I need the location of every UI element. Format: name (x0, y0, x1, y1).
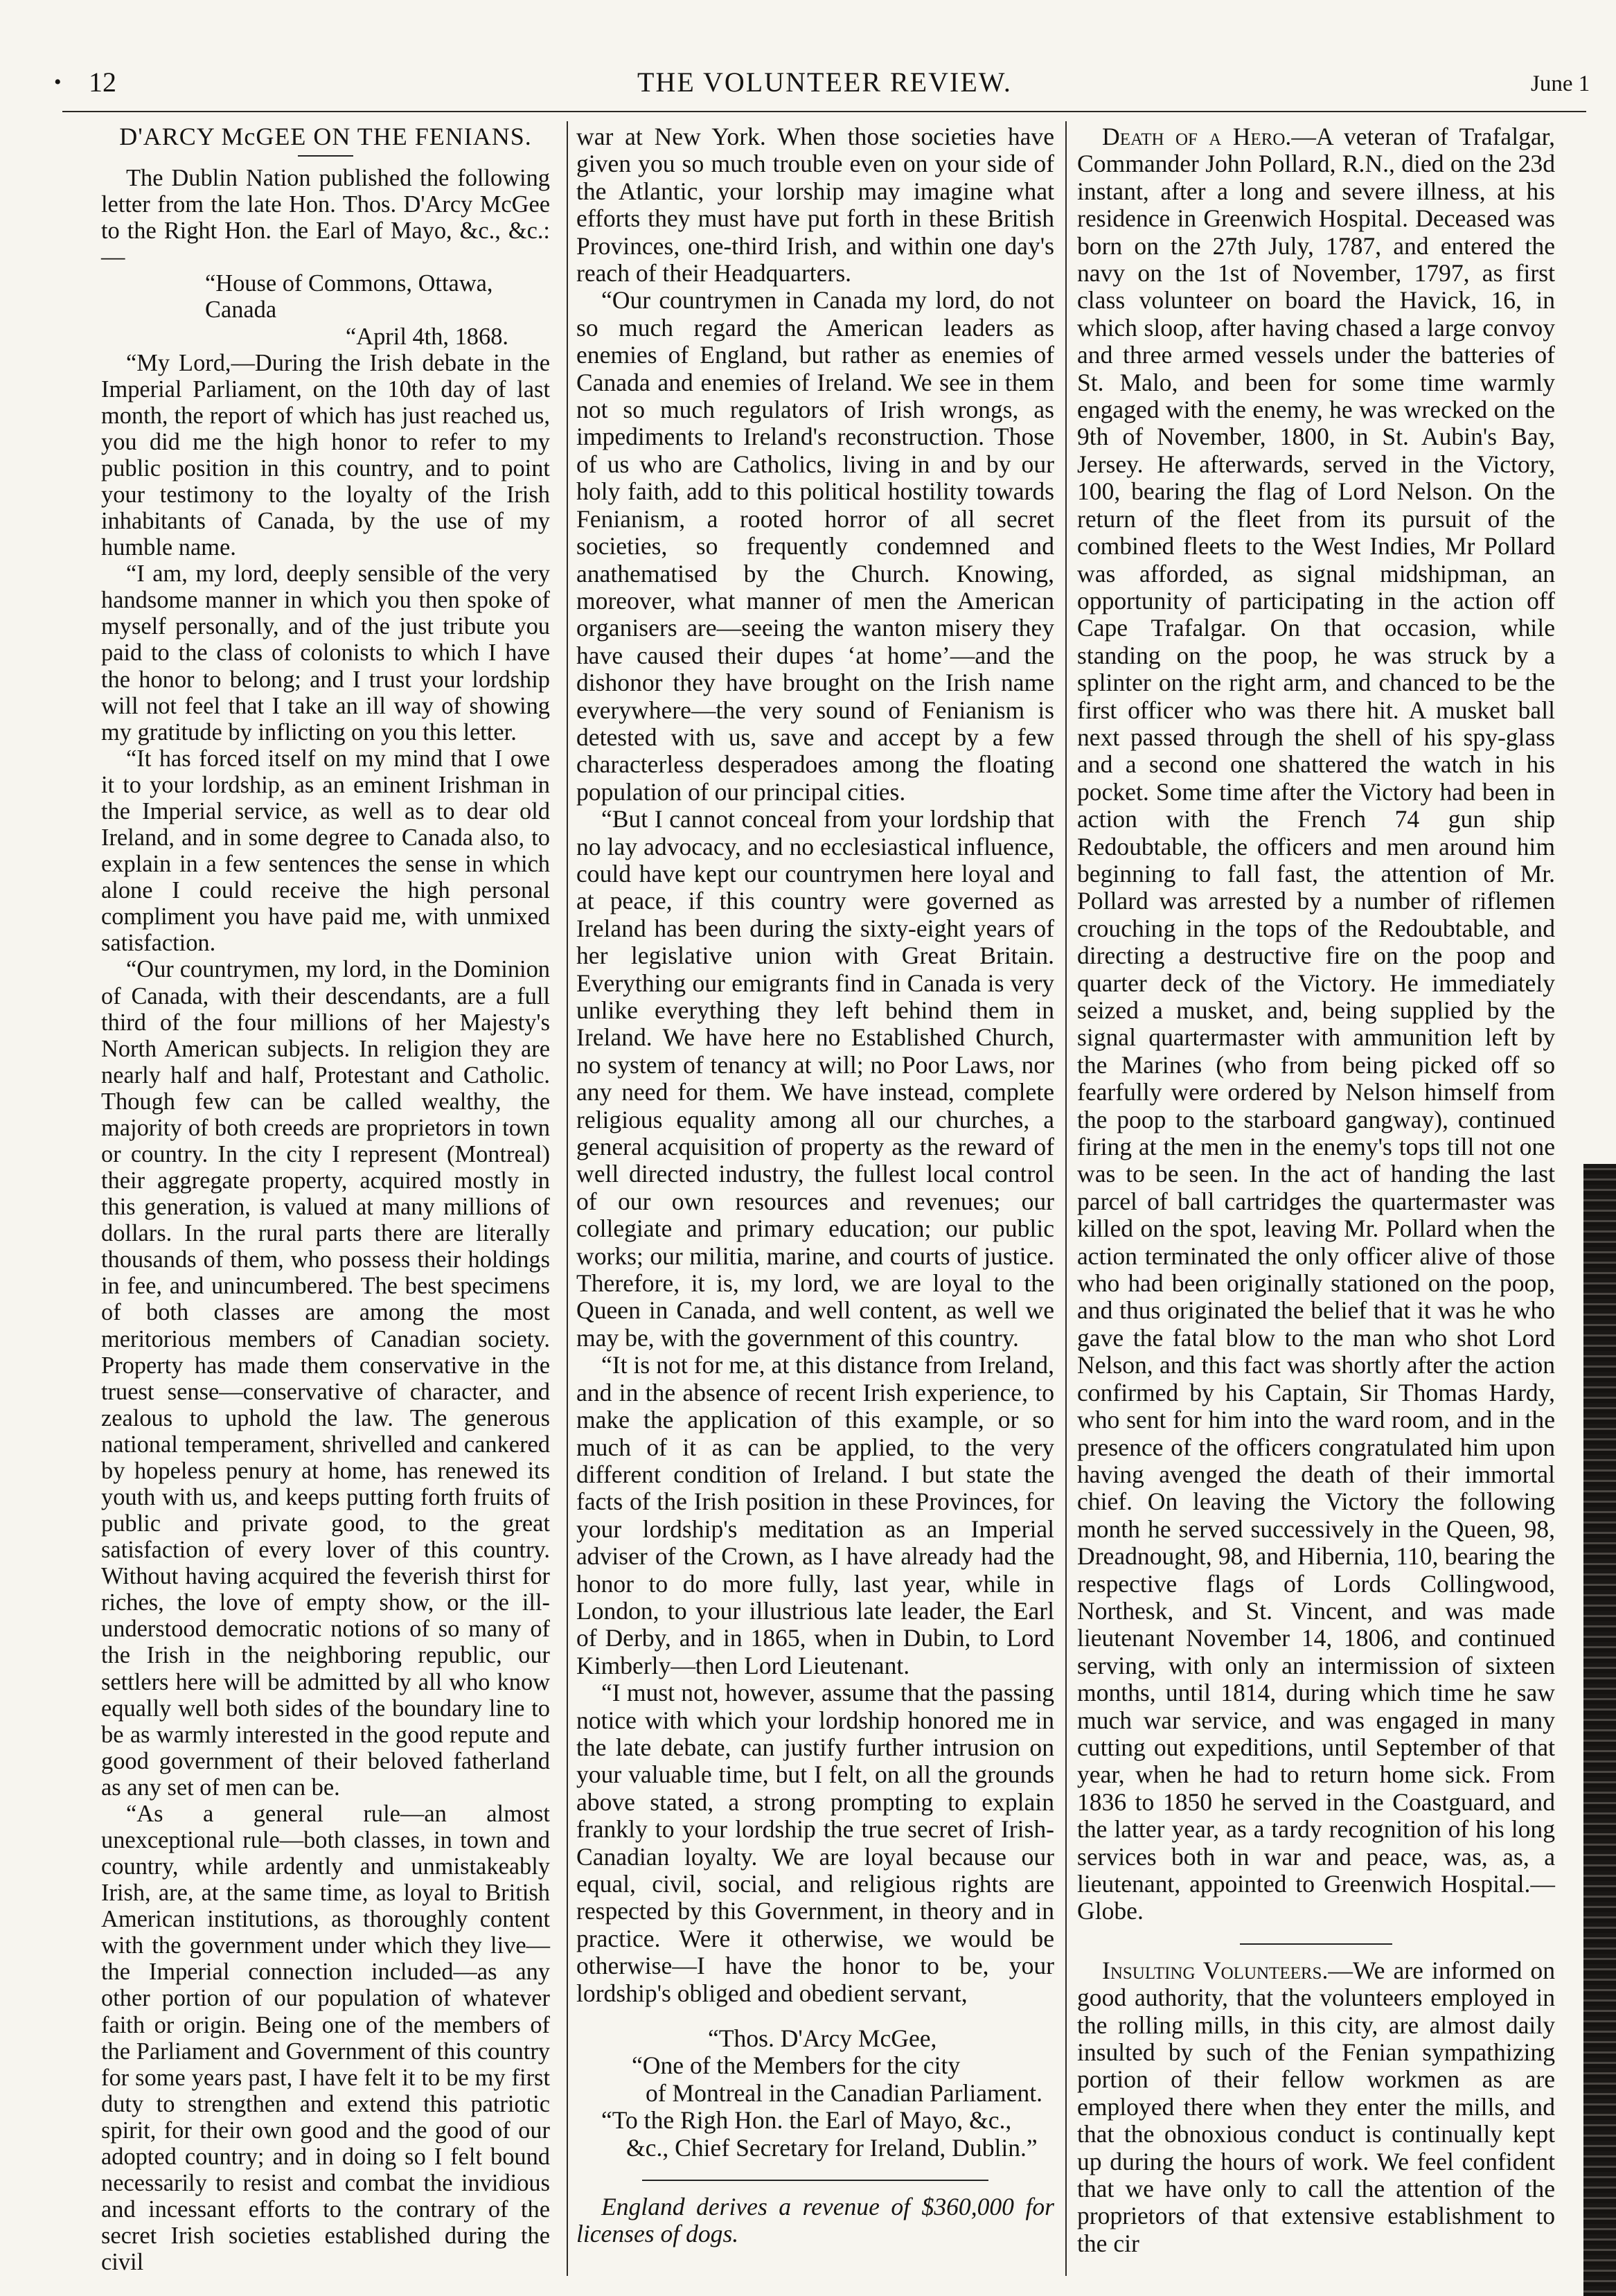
letter-paragraph: “I must not, however, assume that the passing notice with which your lordship honored me in the late debate, can justify further intrusion on your valuable time, but I felt, on all the grounds above stated, a strong prompting to explain frankly to your lordship the true secret of Irish-Canadian loyalty. We are loyal because our equal, civil, social, and religious rights are respected by this Government, in theory and in practice. Were it otherwise, we would be otherwise—I have the honor to be, your lordship's obliged and obedient servant, (576, 1679, 1054, 2007)
publication-title: THE VOLUNTEER REVIEW. (637, 67, 1012, 98)
letter-address: “House of Commons, Ottawa, Canada (205, 270, 493, 324)
letter-paragraph: “It has forced itself on my mind that I owe it to your lordship, as an eminent Irishman in the Imperial service, as well as to dear old Ireland, and in some degree to Canada also, to explain in a few sentences the sense in which alone I could receive the high personal compliment you have paid me, with unmixed satisfaction. (101, 745, 550, 957)
page-edge-shadow (1583, 1164, 1616, 2296)
news-heading: Insulting Volunteers. (1102, 1956, 1329, 1984)
article-title: D'ARCY McGEE ON THE FENIANS. (119, 123, 532, 150)
letter-paragraph: “Our countrymen, my lord, in the Dominion of Canada, with their descendants, are a full third of the four millions of her Majesty's North American subjects. In religion they are nearly half and half, Protestant and Catholic. Though few can be called wealthy, the majority of both creeds are proprietors in town or country. In the city I represent (Montreal) their aggregate property, acquired mostly in this generation, is valued at many millions of dollars. In the rural parts there are literally thousands of them, who possess their holdings in fee, and unincumbered. The best specimens of both classes are among the most meritorious members of Canadian society. Property has made them conservative in the truest sense—conservative of character, and zealous to uphold the law. The generous national temperament, shrivelled and cankered by hopeless penury at home, has renewed its youth with us, and keeps putting forth fruits of public and private good, to the great satisfaction of every lover of this country. Without having acquired the feverish thirst for riches, the love of empty show, or the ill-understood democratic notions of so many of the Irish in the neighboring republic, our settlers here will be admitted by all who know equally well both sides of the boundary line to be as warmly interested in the good repute and good government of their beloved fatherland as any set of men can be. (101, 956, 550, 1801)
intro-paragraph: The Dublin Nation published the following letter from the late Hon. Thos. D'Arcy McGee to the Right Hon. the Earl of Mayo, &c., &c.:— (101, 165, 550, 271)
letter-paragraph: “But I cannot conceal from your lordship that no lay advocacy, and no ecclesiastical influence, could have kept our countrymen here loyal and at peace, if this country were governed as Ireland has been during the sixty-eight years of her legislative union with Great Britain. Everything our emigrants find in Canada is very unlike everything they left behind them in Ireland. We have here no Established Church, no system of tenancy at will; no Poor Laws, nor any need for them. We have instead, complete religious equality among all our churches, a general acquisition of property as the reward of well directed industry, the fullest local control of our own resources and revenues; our collegiate and primary education; our public works; our militia, marine, and courts of justice. Therefore, it is, my lord, we are loyal to the Queen in Canada, and well content, as well we may be, with the government of this country. (576, 805, 1054, 1352)
signature-title: of Montreal in the Canadian Parliament. (646, 2078, 1043, 2107)
letter-paragraph: “I am, my lord, deeply sensible of the very handsome manner in which you then spoke of myself personally, and of the just tribute you paid to the class of colonists to which I have the honor to belong; and I trust your lordship will not feel that I take an ill way of showing my gratitude by inflicting on you this letter. (101, 560, 550, 745)
issue-date: June 1 (1531, 71, 1590, 96)
letter-paragraph: “Our countrymen in Canada my lord, do not so much regard the American leaders as enemies of England, but rather as enemies of Canada and enemies of Ireland. We see in them not so much regulators of Irish wrongs, as impediments to Ireland's reconstruction. Those of us who are Catholics, living in and by our holy faith, add to this political hostility towards Fenianism, a rooted horror of all secret societies, so frequently condemned and anathematised by the Church. Knowing, moreover, what manner of men the American organisers are—seeing the wanton misery they have caused their dupes ‘at home’—and the dishonor they have brought on the Irish name everywhere—the very sound of Fenianism is detested with us, save and accept by a few characterless desperadoes among the floating population of our principal cities. (576, 286, 1054, 806)
page-header (0, 0, 1616, 104)
letter-paragraph: “It is not for me, at this distance from Ireland, and in the absence of recent Irish experience, to make the application of this example, or so much of it as can be applied, to the very different condition of Ireland. I but state the facts of the Irish position in these Provinces, for your lordship's meditation as an Imperial adviser of the Crown, as I have already had the honor to do more fully, last year, while in London, to your illustrious late leader, the Earl of Derby, and in 1865, when in Dubin, to Lord Kimberly—then Lord Lieutenant. (576, 1351, 1054, 1679)
obituary-paragraph (1077, 123, 1555, 1925)
column-divider-1 (567, 121, 568, 2276)
recipient-line: “To the Righ Hon. the Earl of Mayo, &c., (601, 2106, 1012, 2135)
page-number: 12 (89, 67, 116, 98)
news-body: —We are informed on good authority, that the volunteers employed in the rolling mills, in this city, are almost daily insulted by such of the Fenian sympathizing portion of their fellow workmen as are employed there when they enter the mills, and that the obnoxious conduct is continually kept up during the hours of work. We feel confident that we have only to call the attention of the proprietors of that extensive establishment to the cir (1077, 1956, 1555, 2257)
letter-date: “April 4th, 1868. (346, 323, 508, 350)
header-rule (62, 111, 1586, 112)
item-rule (1240, 1943, 1392, 1945)
obituary-body: —A veteran of Trafalgar, Commander John Pollard, R.N., died on the 23d instant, after a long and severe illness, at his residence in Greenwich Hospital. Deceased was born on the 27th July, 1787, and entered the navy on the 1st of November, 1797, as first class volunteer on board the Havick, 16, in which sloop, after having chased a large convoy and three armed vessels under the batteries of St. Malo, and been for some time warmly engaged with the enemy, he was wrecked on the 9th of November, 1800, in St. Aubin's Bay, Jersey. He afterwards, served in the Victory, 100, bearing the flag of Lord Nelson. On the return of the fleet from its pursuit of the combined fleets to the West Indies, Mr Pollard was afforded, as signal midshipman, an opportunity of participating in the action off Cape Trafalgar. On that occasion, while standing on the poop, he was struck by a splinter on the right arm, and chanced to be the first officer who was there hit. A musket ball next passed through the shell of his spy-glass and a second one shattered the watch in his pocket. Some time after the Victory had been in action with the French 74 gun ship Redoubtable, the officers and men around him beginning to fall fast, the attention of Mr. Pollard was arrested by a number of riflemen crouching in the tops of the Redoubtable, and directing a destructive fire on the poop and quarter deck of the Victory. He immediately seized a musket, and, being supplied by the signal quartermaster with ammunition left by the Marines (who from being picked off so fearfully were ordered by Nelson himself from the poop to the starboard gangway), continued firing at the men in the enemy's tops till not one was to be seen. In the act of handing the last parcel of ball cartridges the quartermaster was killed on the spot, leaving Mr. Pollard when the action terminated the only officer alive of those who had been originally stationed on the poop, and thus originated the belief that it was he who gave the fatal blow to the man who shot Lord Nelson, and this fact was shortly after the action confirmed by his Captain, Sir Thomas Hardy, who sent for him into the ward room, and in the presence of the officers congratulated him upon having avenged the death of their immortal chief. On leaving the Victory the following month he served successively in the Queen, 98, Dreadnought, 98, and Hibernia, 110, bearing the respective flags of Lords Collingwood, Northesk, and St. Vincent, and was made lieutenant November 14, 1806, and continued serving, with only an intermission of sixteen months, until 1814, during which time he saw much war service, and was engaged in many cutting out expeditions, until September of that year, when he had to return home sick. From 1836 to 1850 he served in the Coastguard, and the latter year, as a tardy recognition of his long services both in war and peace, was, as, a lieutenant, appointed to Greenwich Hospital.—Globe. (1077, 123, 1556, 1925)
title-rule (298, 155, 353, 157)
column-3 (1077, 123, 1555, 2257)
signature-name: “Thos. D'Arcy McGee, (708, 2024, 937, 2053)
column-2 (576, 123, 1054, 2248)
recipient-line: &c., Chief Secretary for Ireland, Dublin.” (626, 2133, 1038, 2162)
news-paragraph (1077, 1957, 1555, 2257)
letter-paragraph: “As a general rule—an almost unexceptional rule—both classes, in town and country, while ardently and unmistakeably Irish, are, at the same time, as loyal to British American institutions, as thoroughly content with the government under which they live—the Imperial connection included—as any other portion of our population of whatever faith or origin. Being one of the members of the Parliament and Government of this country for some years past, I have felt it to be my first duty to strengthen and extend this patriotic spirit, for their own good and the good of our adopted country; and in doing so I felt bound necessarily to resist and combat the invidious and incessant efforts to the contrary of the secret Irish societies established during the civil (101, 1800, 550, 2276)
news-item: England derives a revenue of $360,000 for licenses of dogs. (576, 2193, 1054, 2248)
signature-title: “One of the Members for the city (632, 2051, 961, 2080)
obituary-heading: Death of a Hero. (1102, 123, 1292, 150)
margin-mark: • (54, 71, 62, 94)
letter-paragraph: “My Lord,—During the Irish debate in the Imperial Parliament, on the 10th day of last month, the report of which has just reached us, you did me the high honor to refer to my public position in this country, and to point your testimony to the loyalty of the Irish inhabitants of Canada, by the use of my humble name. (101, 349, 550, 561)
letter-paragraph: war at New York. When those societies have given you so much trouble even on your side of the Atlantic, your lorship may imagine what efforts they must have put forth in these British Provinces, one-third Irish, and within one day's reach of their Headquarters. (576, 123, 1054, 288)
column-1 (101, 123, 550, 2275)
item-rule (642, 2180, 988, 2181)
column-divider-2 (1065, 121, 1067, 2276)
